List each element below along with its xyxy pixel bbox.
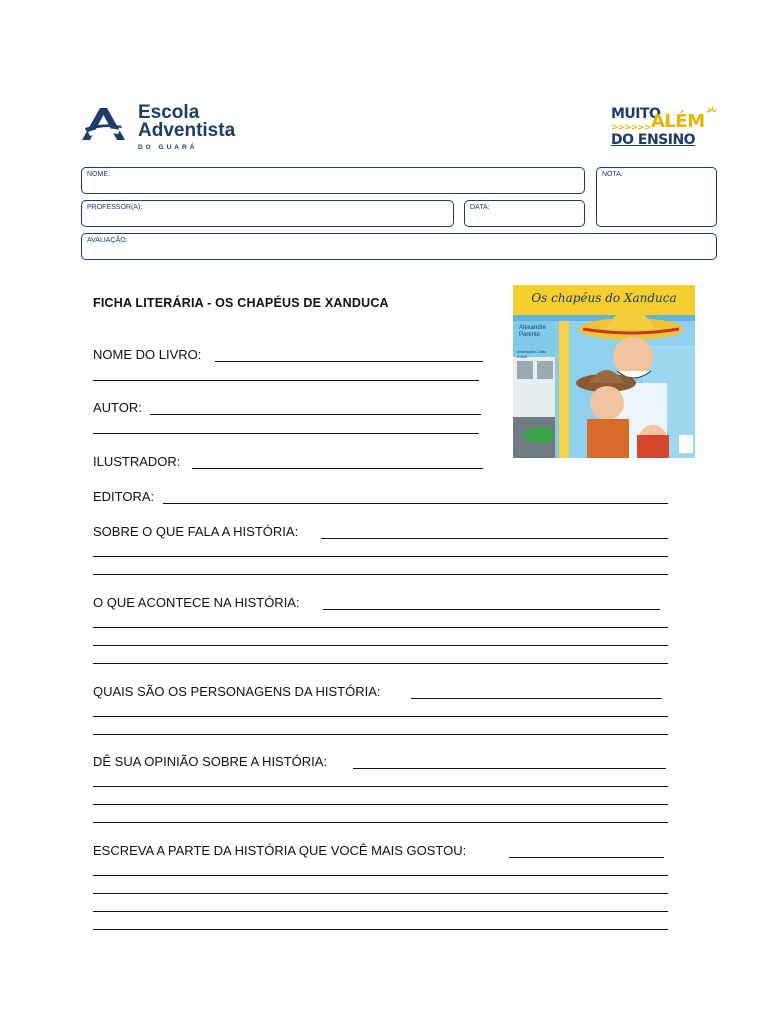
slogan-line2: DO ENSINO [611, 132, 696, 148]
acontece-line-4[interactable] [93, 663, 668, 664]
nome-field[interactable] [81, 167, 585, 194]
personagens-line-2[interactable] [93, 716, 668, 717]
personagens-line-3[interactable] [93, 734, 668, 735]
professor-field[interactable] [81, 200, 454, 227]
nome-livro-line[interactable] [215, 361, 483, 362]
personagens-label: QUAIS SÃO OS PERSONAGENS DA HISTÓRIA: [93, 684, 381, 699]
book-cover-author: Alexandre Parente [519, 325, 547, 338]
data-label: DATA: [470, 204, 490, 211]
slogan-arrows: >>>>>> [611, 123, 651, 133]
nome-label: NOME: [87, 171, 110, 178]
data-field[interactable] [464, 200, 585, 227]
opiniao-line[interactable] [353, 768, 666, 769]
sobre-label: SOBRE O QUE FALA A HISTÓRIA: [93, 524, 299, 539]
editora-line[interactable] [163, 503, 668, 504]
school-logo-icon [80, 106, 126, 142]
nome-livro-label: NOME DO LIVRO: [93, 347, 202, 362]
autor-line[interactable] [150, 414, 481, 415]
opiniao-line-2[interactable] [93, 786, 668, 787]
nota-field[interactable] [596, 167, 717, 227]
parte-line[interactable] [509, 857, 664, 858]
sobre-line-3[interactable] [93, 574, 668, 575]
worksheet-title: FICHA LITERÁRIA - OS CHAPÉUS DE XANDUCA [93, 296, 389, 310]
slogan-highlight: ALÉM [651, 111, 705, 132]
personagens-line[interactable] [411, 698, 662, 699]
nome-livro-line-2[interactable] [93, 380, 479, 381]
parte-line-4[interactable] [93, 911, 668, 912]
acontece-line-3[interactable] [93, 645, 668, 646]
slogan-line1: MUITO [611, 106, 661, 122]
parte-line-3[interactable] [93, 893, 668, 894]
parte-line-2[interactable] [93, 875, 668, 876]
school-logo [80, 104, 300, 154]
ilustrador-line[interactable] [192, 468, 483, 469]
sobre-line-2[interactable] [93, 556, 668, 557]
school-subtitle: DO GUARÁ [138, 144, 198, 151]
acontece-line-2[interactable] [93, 627, 668, 628]
slogan-logo [611, 104, 721, 154]
book-cover-title: Os chapéus do Xanduca [531, 291, 677, 305]
acontece-label: O QUE ACONTECE NA HISTÓRIA: [93, 595, 300, 610]
avaliacao-field[interactable] [81, 233, 717, 260]
sobre-line[interactable] [321, 538, 668, 539]
opiniao-line-4[interactable] [93, 822, 668, 823]
ilustrador-label: ILUSTRADOR: [93, 454, 181, 469]
acontece-line[interactable] [323, 609, 660, 610]
sparkle-icon [705, 106, 717, 118]
parte-line-5[interactable] [93, 929, 668, 930]
book-cover-illustrator: Ilustrações João Kobel [517, 349, 547, 359]
professor-label: PROFESSOR(A): [87, 204, 143, 211]
book-cover-image [513, 285, 695, 458]
autor-line-2[interactable] [93, 433, 479, 434]
school-name: Escola Adventista [138, 102, 236, 141]
parte-label: ESCREVA A PARTE DA HISTÓRIA QUE VOCÊ MAIS GOSTOU: [93, 843, 467, 858]
autor-label: AUTOR: [93, 400, 142, 415]
editora-label: EDITORA: [93, 489, 155, 504]
avaliacao-label: AVALIAÇÃO: [87, 237, 128, 244]
opiniao-line-3[interactable] [93, 804, 668, 805]
nota-label: NOTA: [602, 171, 623, 178]
opiniao-label: DÊ SUA OPINIÃO SOBRE A HISTÓRIA: [93, 754, 328, 769]
